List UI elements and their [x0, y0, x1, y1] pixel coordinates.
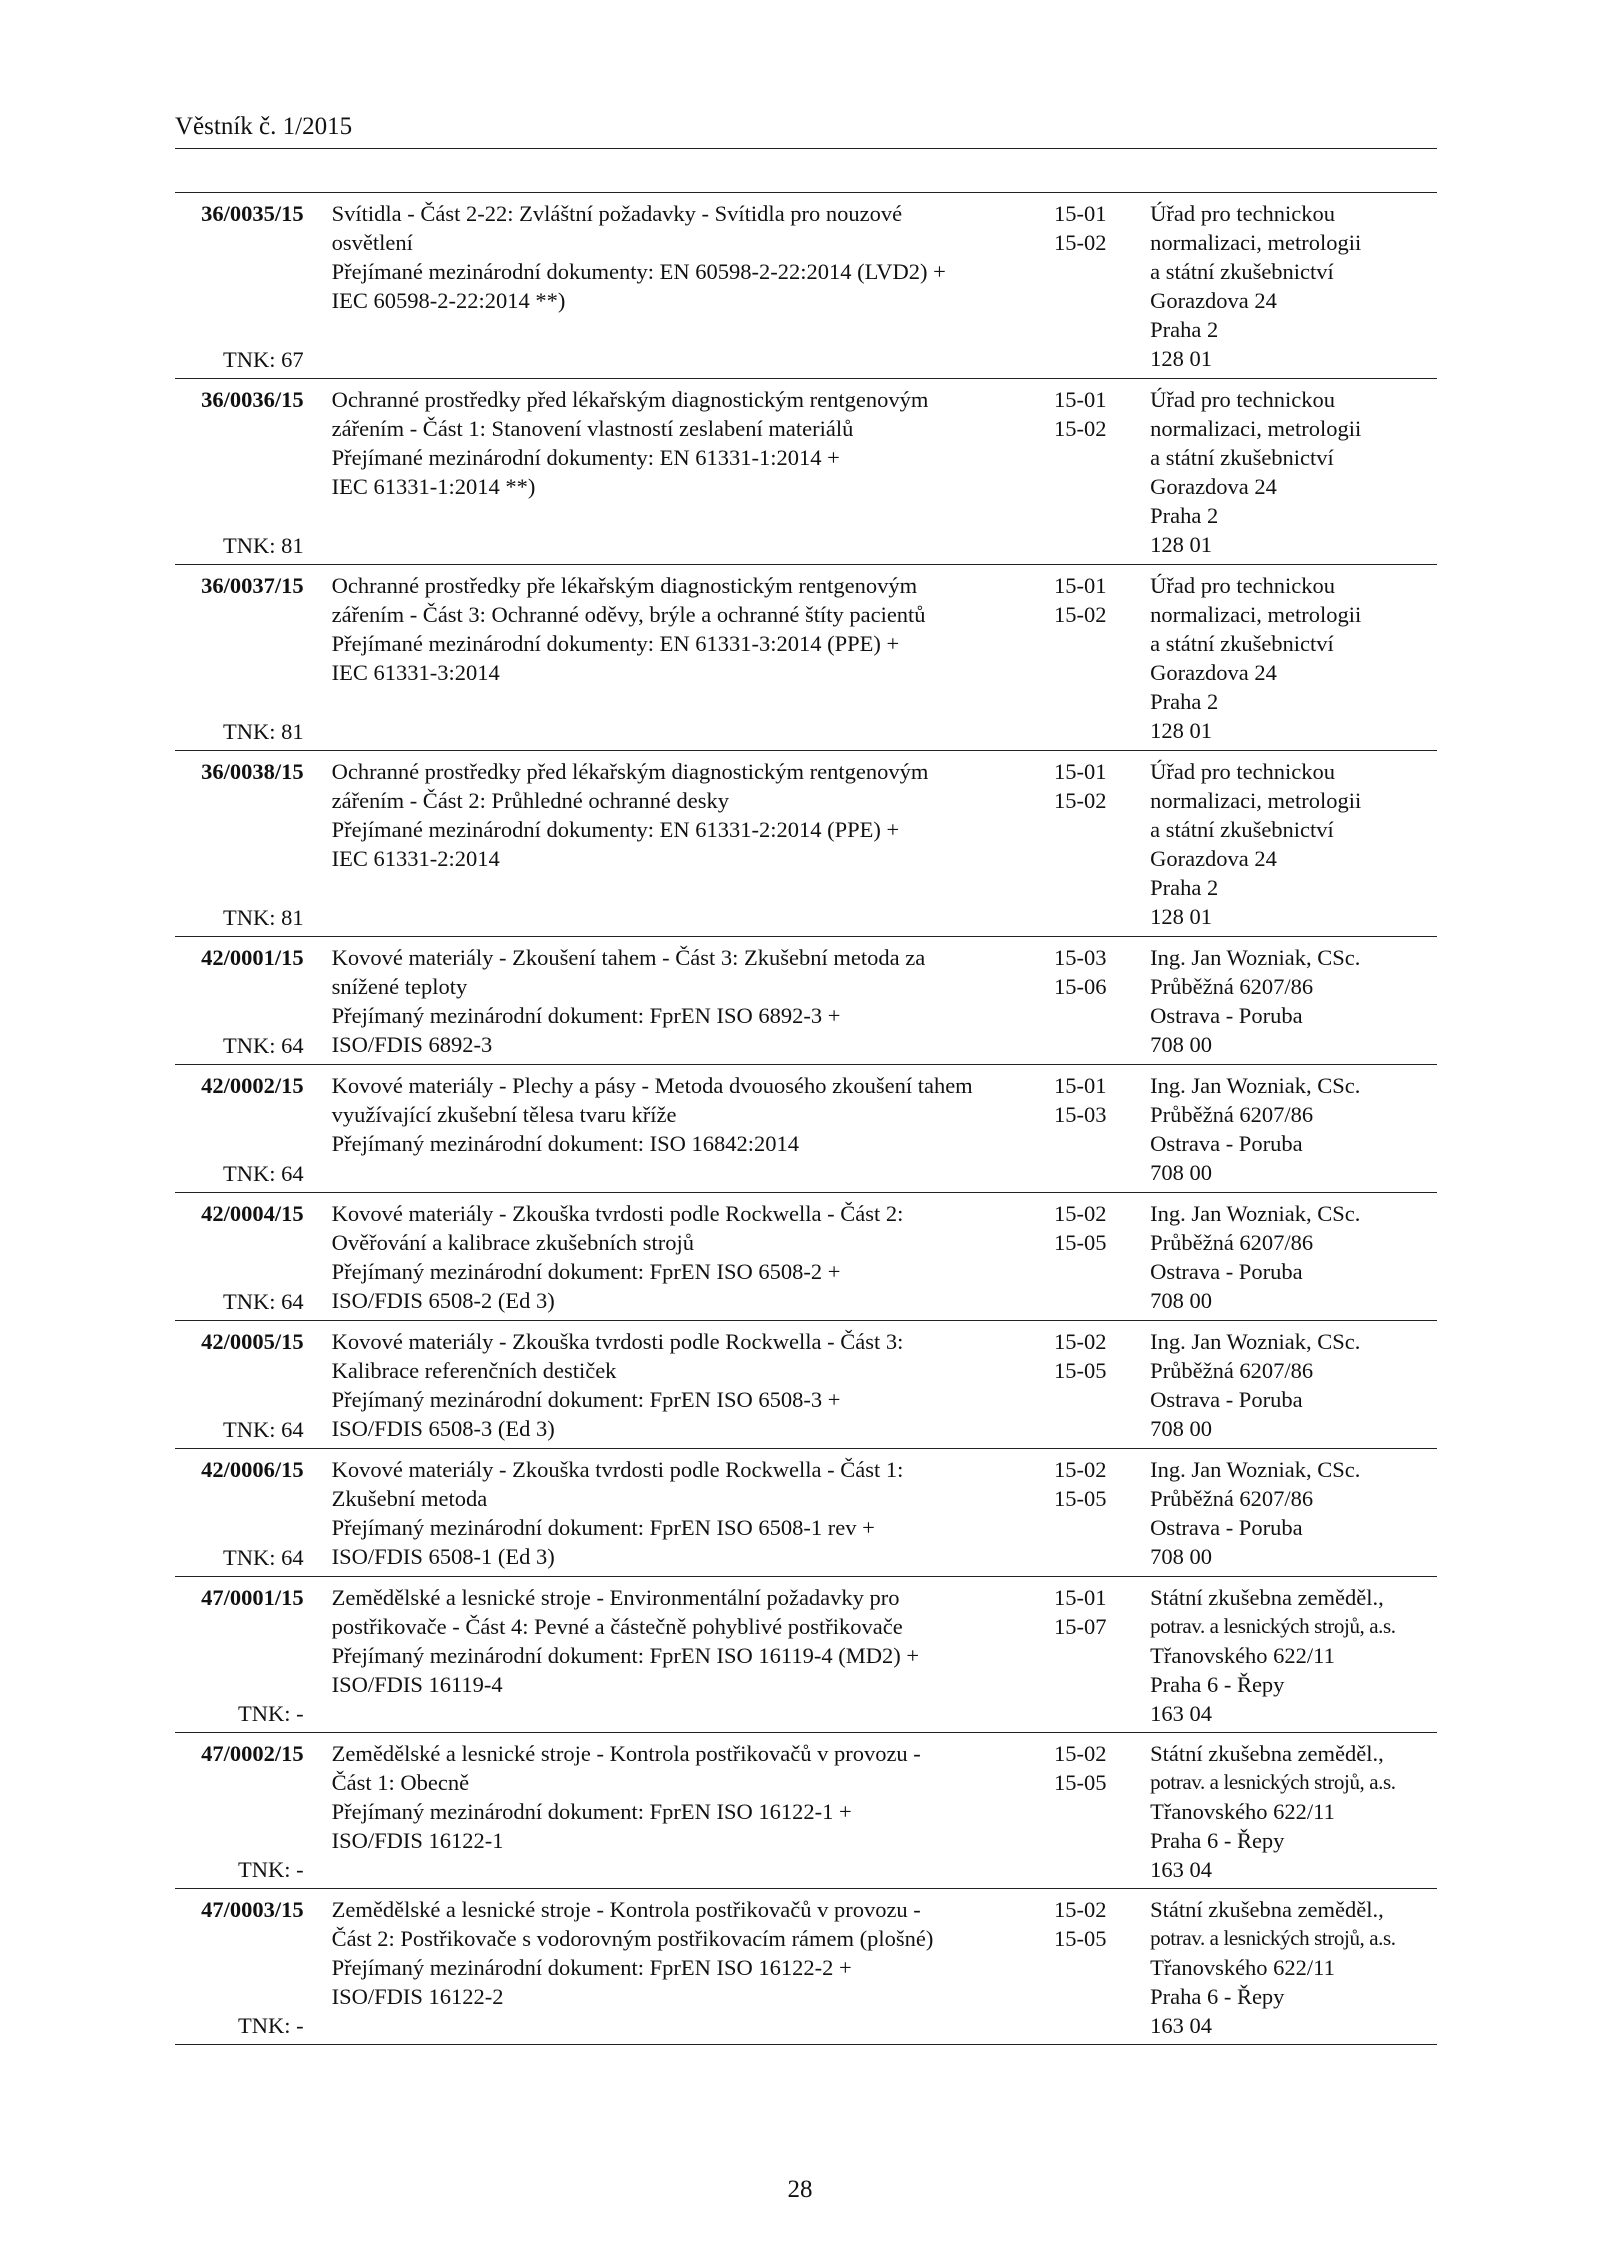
address-line: Praha 2 — [1150, 689, 1219, 714]
processor-address — [1150, 1071, 1437, 1188]
description-line: ISO/FDIS 16122-2 — [331, 1984, 504, 2009]
date-code: 15-02 — [1053, 1329, 1107, 1354]
standard-code: 42/0001/15 — [201, 945, 304, 970]
standard-id-cell — [175, 571, 304, 746]
description-line: Kovové materiály - Zkouška tvrdosti podle Rockwella - Část 2: — [331, 1201, 904, 1226]
date-code: 15-01 — [1053, 1585, 1107, 1610]
standard-id-cell — [175, 1071, 304, 1188]
address-line: potrav. a lesnických strojů, a.s. — [1150, 1770, 1396, 1794]
date-code: 15-03 — [1053, 945, 1107, 970]
date-code: 15-03 — [1053, 1102, 1107, 1127]
description-line: ISO/FDIS 6892-3 — [331, 1032, 493, 1057]
description-line: Ověřování a kalibrace zkušebních strojů — [331, 1230, 694, 1255]
description-line: Kovové materiály - Zkouška tvrdosti podle Rockwella - Část 1: — [331, 1457, 904, 1482]
date-code: 15-02 — [1053, 416, 1107, 441]
address-line: Gorazdova 24 — [1150, 474, 1277, 499]
description-line: ISO/FDIS 6508-3 (Ed 3) — [331, 1416, 555, 1441]
description-line: Zemědělské a lesnické stroje - Kontrola postřikovačů v provozu - — [331, 1897, 921, 1922]
standard-description — [332, 1455, 1039, 1572]
description-line: Přejímaný mezinárodní dokument: FprEN ISO 16119-4 (MD2) + — [331, 1643, 920, 1668]
processor-address — [1150, 757, 1437, 932]
tnk-label: TNK: 64 — [222, 1033, 304, 1058]
description-line: IEC 60598-2-22:2014 **) — [331, 288, 566, 313]
processor-address — [1150, 943, 1437, 1060]
address-line: Státní zkušebna zeměděl., — [1150, 1585, 1384, 1610]
standard-code: 42/0002/15 — [201, 1073, 304, 1098]
standard-description — [332, 1895, 1039, 2040]
standard-description — [332, 199, 1039, 374]
address-line: 163 04 — [1150, 1857, 1212, 1882]
address-line: Průběžná 6207/86 — [1150, 1230, 1314, 1255]
description-line: Přejímané mezinárodní dokumenty: EN 61331-3:2014 (PPE) + — [331, 631, 900, 656]
description-line: Zkušební metoda — [331, 1486, 488, 1511]
standard-id-cell — [175, 1895, 304, 2040]
tnk-label: TNK: 67 — [222, 347, 304, 372]
date-codes — [1054, 571, 1133, 746]
description-line: Přejímané mezinárodní dokumenty: EN 60598-2-22:2014 (LVD2) + — [331, 259, 946, 284]
address-line: Ing. Jan Wozniak, CSc. — [1150, 1457, 1361, 1482]
address-line: Třanovského 622/11 — [1150, 1955, 1335, 1980]
date-code: 15-01 — [1053, 759, 1107, 784]
address-line: Státní zkušebna zeměděl., — [1150, 1741, 1384, 1766]
address-line: Úřad pro technickou — [1150, 573, 1336, 598]
standard-description — [332, 571, 1039, 746]
standard-id-cell — [175, 1199, 304, 1316]
address-line: Třanovského 622/11 — [1150, 1799, 1335, 1824]
processor-address — [1150, 1199, 1437, 1316]
description-line: Ochranné prostředky před lékařským diagnostickým rentgenovým — [331, 387, 929, 412]
date-code: 15-05 — [1053, 1926, 1107, 1951]
date-code: 15-05 — [1053, 1358, 1107, 1383]
address-line: Praha 2 — [1150, 503, 1219, 528]
address-line: 708 00 — [1150, 1288, 1212, 1313]
standard-code: 42/0006/15 — [201, 1457, 304, 1482]
address-line: Úřad pro technickou — [1150, 387, 1336, 412]
standard-id-cell — [175, 1455, 304, 1572]
address-line: Úřad pro technickou — [1150, 759, 1336, 784]
address-line: Ostrava - Poruba — [1150, 1003, 1303, 1028]
table-row — [175, 379, 1437, 565]
tnk-label: TNK: - — [237, 2013, 304, 2038]
address-line: Průběžná 6207/86 — [1150, 1486, 1314, 1511]
date-code: 15-05 — [1053, 1486, 1107, 1511]
address-line: 163 04 — [1150, 2013, 1212, 2038]
address-line: Ostrava - Poruba — [1150, 1259, 1303, 1284]
description-line: Přejímaný mezinárodní dokument: FprEN ISO 16122-1 + — [331, 1799, 852, 1824]
description-line: Přejímané mezinárodní dokumenty: EN 61331-1:2014 + — [331, 445, 840, 470]
description-line: Přejímaný mezinárodní dokument: FprEN ISO 6508-3 + — [331, 1387, 841, 1412]
description-line: Přejímaný mezinárodní dokument: FprEN ISO 6508-2 + — [331, 1259, 841, 1284]
tnk-label: TNK: - — [237, 1857, 304, 1882]
standard-description — [332, 1327, 1039, 1444]
date-code: 15-01 — [1053, 201, 1107, 226]
standard-description — [332, 385, 1039, 560]
table-row — [175, 565, 1437, 751]
standard-code: 36/0038/15 — [201, 759, 304, 784]
description-line: zářením - Část 2: Průhledné ochranné desky — [331, 788, 729, 813]
address-line: Praha 6 - Řepy — [1150, 1672, 1285, 1697]
address-line: Praha 2 — [1150, 317, 1219, 342]
standard-code: 36/0036/15 — [201, 387, 304, 412]
date-code: 15-06 — [1053, 974, 1107, 999]
description-line: Přejímaný mezinárodní dokument: ISO 16842:2014 — [331, 1131, 800, 1156]
standard-code: 42/0004/15 — [201, 1201, 304, 1226]
description-line: zářením - Část 1: Stanovení vlastností zeslabení materiálů — [331, 416, 854, 441]
date-codes — [1054, 1455, 1133, 1572]
description-line: zářením - Část 3: Ochranné oděvy, brýle a ochranné štíty pacientů — [331, 602, 926, 627]
date-code: 15-07 — [1053, 1614, 1107, 1639]
address-line: potrav. a lesnických strojů, a.s. — [1150, 1926, 1396, 1950]
description-line: Část 1: Obecně — [331, 1770, 470, 1795]
standard-code: 36/0035/15 — [201, 201, 304, 226]
date-code: 15-01 — [1053, 573, 1107, 598]
address-line: Gorazdova 24 — [1150, 846, 1277, 871]
address-line: 708 00 — [1150, 1160, 1212, 1185]
description-line: Přejímané mezinárodní dokumenty: EN 61331-2:2014 (PPE) + — [331, 817, 900, 842]
date-codes — [1054, 1071, 1133, 1188]
date-codes — [1054, 1739, 1133, 1884]
standard-description — [332, 1739, 1039, 1884]
date-code: 15-02 — [1053, 602, 1107, 627]
standard-id-cell — [175, 1739, 304, 1884]
date-code: 15-02 — [1053, 1897, 1107, 1922]
date-codes — [1054, 757, 1133, 932]
processor-address — [1150, 385, 1437, 560]
address-line: Ing. Jan Wozniak, CSc. — [1150, 1073, 1361, 1098]
description-line: využívající zkušební tělesa tvaru kříže — [331, 1102, 677, 1127]
address-line: potrav. a lesnických strojů, a.s. — [1150, 1614, 1396, 1638]
description-line: Zemědělské a lesnické stroje - Environmentální požadavky pro — [331, 1585, 900, 1610]
tnk-label: TNK: 64 — [222, 1289, 304, 1314]
description-line: ISO/FDIS 16119-4 — [331, 1672, 503, 1697]
tnk-label: TNK: 64 — [222, 1545, 304, 1570]
address-line: Praha 6 - Řepy — [1150, 1984, 1285, 2009]
standard-id-cell — [175, 1327, 304, 1444]
date-codes — [1054, 1199, 1133, 1316]
description-line: osvětlení — [331, 230, 413, 255]
address-line: 708 00 — [1150, 1544, 1212, 1569]
standards-table — [175, 192, 1437, 2045]
address-line: Ostrava - Poruba — [1150, 1131, 1303, 1156]
description-line: Přejímaný mezinárodní dokument: FprEN ISO 6508-1 rev + — [331, 1515, 875, 1540]
date-codes — [1054, 1327, 1133, 1444]
processor-address — [1150, 1455, 1437, 1572]
table-row — [175, 1193, 1437, 1321]
description-line: snížené teploty — [331, 974, 468, 999]
processor-address — [1150, 1327, 1437, 1444]
processor-address — [1150, 199, 1437, 374]
date-code: 15-02 — [1053, 230, 1107, 255]
standard-id-cell — [175, 943, 304, 1060]
address-line: a státní zkušebnictví — [1150, 817, 1334, 842]
address-line: a státní zkušebnictví — [1150, 631, 1334, 656]
tnk-label: TNK: 81 — [222, 533, 304, 558]
standard-code: 36/0037/15 — [201, 573, 304, 598]
description-line: ISO/FDIS 16122-1 — [331, 1828, 504, 1853]
standard-description — [332, 1199, 1039, 1316]
date-codes — [1054, 385, 1133, 560]
description-line: Kalibrace referenčních destiček — [331, 1358, 617, 1383]
table-row — [175, 1889, 1437, 2045]
standard-id-cell — [175, 757, 304, 932]
address-line: Ing. Jan Wozniak, CSc. — [1150, 1329, 1361, 1354]
date-code: 15-01 — [1053, 1073, 1107, 1098]
table-row — [175, 1577, 1437, 1733]
standard-code: 42/0005/15 — [201, 1329, 304, 1354]
standard-code: 47/0002/15 — [201, 1741, 304, 1766]
address-line: Praha 6 - Řepy — [1150, 1828, 1285, 1853]
date-code: 15-05 — [1053, 1230, 1107, 1255]
address-line: Ostrava - Poruba — [1150, 1387, 1303, 1412]
page-number: 28 — [787, 2176, 813, 2203]
tnk-label: TNK: 81 — [222, 905, 304, 930]
description-line: Kovové materiály - Plechy a pásy - Metoda dvouosého zkoušení tahem — [331, 1073, 973, 1098]
date-code: 15-05 — [1053, 1770, 1107, 1795]
description-line: postřikovače - Část 4: Pevné a částečně pohyblivé postřikovače — [331, 1614, 903, 1639]
address-line: Třanovského 622/11 — [1150, 1643, 1335, 1668]
tnk-label: TNK: - — [237, 1701, 304, 1726]
standard-code: 47/0001/15 — [201, 1585, 304, 1610]
description-line: Zemědělské a lesnické stroje - Kontrola postřikovačů v provozu - — [331, 1741, 921, 1766]
description-line: IEC 61331-1:2014 **) — [331, 474, 536, 499]
address-line: Gorazdova 24 — [1150, 288, 1277, 313]
date-code: 15-02 — [1053, 788, 1107, 813]
address-line: Průběžná 6207/86 — [1150, 974, 1314, 999]
description-line: Kovové materiály - Zkouška tvrdosti podle Rockwella - Část 3: — [331, 1329, 904, 1354]
description-line: ISO/FDIS 6508-1 (Ed 3) — [331, 1544, 555, 1569]
description-line: ISO/FDIS 6508-2 (Ed 3) — [331, 1288, 555, 1313]
table-row — [175, 751, 1437, 937]
processor-address — [1150, 1583, 1437, 1728]
address-line: 708 00 — [1150, 1416, 1212, 1441]
address-line: normalizaci, metrologii — [1150, 230, 1362, 255]
processor-address — [1150, 1895, 1437, 2040]
description-line: IEC 61331-2:2014 — [331, 846, 500, 871]
date-codes — [1054, 1583, 1133, 1728]
date-code: 15-02 — [1053, 1741, 1107, 1766]
date-code: 15-01 — [1053, 387, 1107, 412]
standard-description — [332, 1071, 1039, 1188]
address-line: 708 00 — [1150, 1032, 1212, 1057]
standard-code: 47/0003/15 — [201, 1897, 304, 1922]
table-row — [175, 1733, 1437, 1889]
date-codes — [1054, 1895, 1133, 2040]
description-line: Svítidla - Část 2-22: Zvláštní požadavky - Svítidla pro nouzové — [331, 201, 903, 226]
processor-address — [1150, 1739, 1437, 1884]
table-row — [175, 193, 1437, 379]
date-code: 15-02 — [1053, 1201, 1107, 1226]
address-line: 128 01 — [1150, 532, 1212, 557]
processor-address — [1150, 571, 1437, 746]
date-codes — [1054, 199, 1133, 374]
standard-id-cell — [175, 1583, 304, 1728]
journal-title: Věstník č. 1/2015 — [175, 113, 353, 140]
standard-description — [332, 757, 1039, 932]
page-header — [175, 112, 1437, 149]
description-line: Ochranné prostředky před lékařským diagnostickým rentgenovým — [331, 759, 929, 784]
table-row — [175, 1321, 1437, 1449]
address-line: Úřad pro technickou — [1150, 201, 1336, 226]
table-row — [175, 1065, 1437, 1193]
address-line: normalizaci, metrologii — [1150, 416, 1362, 441]
address-line: Praha 2 — [1150, 875, 1219, 900]
address-line: 128 01 — [1150, 346, 1212, 371]
address-line: Průběžná 6207/86 — [1150, 1358, 1314, 1383]
tnk-label: TNK: 81 — [222, 719, 304, 744]
address-line: Ing. Jan Wozniak, CSc. — [1150, 1201, 1361, 1226]
address-line: a státní zkušebnictví — [1150, 259, 1334, 284]
standard-description — [332, 943, 1039, 1060]
address-line: 128 01 — [1150, 904, 1212, 929]
description-line: Kovové materiály - Zkoušení tahem - Část 3: Zkušební metoda za — [331, 945, 926, 970]
date-codes — [1054, 943, 1133, 1060]
description-line: Část 2: Postřikovače s vodorovným postřikovacím rámem (plošné) — [331, 1926, 934, 1951]
header-divider — [175, 148, 1437, 149]
description-line: Přejímaný mezinárodní dokument: FprEN ISO 16122-2 + — [331, 1955, 852, 1980]
address-line: normalizaci, metrologii — [1150, 602, 1362, 627]
description-line: Ochranné prostředky pře lékařským diagnostickým rentgenovým — [331, 573, 918, 598]
address-line: Gorazdova 24 — [1150, 660, 1277, 685]
tnk-label: TNK: 64 — [222, 1161, 304, 1186]
address-line: 128 01 — [1150, 718, 1212, 743]
address-line: 163 04 — [1150, 1701, 1212, 1726]
address-line: Státní zkušebna zeměděl., — [1150, 1897, 1384, 1922]
address-line: a státní zkušebnictví — [1150, 445, 1334, 470]
tnk-label: TNK: 64 — [222, 1417, 304, 1442]
address-line: Průběžná 6207/86 — [1150, 1102, 1314, 1127]
table-row — [175, 1449, 1437, 1577]
address-line: Ostrava - Poruba — [1150, 1515, 1303, 1540]
address-line: normalizaci, metrologii — [1150, 788, 1362, 813]
description-line: IEC 61331-3:2014 — [331, 660, 500, 685]
description-line: Přejímaný mezinárodní dokument: FprEN ISO 6892-3 + — [331, 1003, 841, 1028]
table-row — [175, 937, 1437, 1065]
standard-description — [332, 1583, 1039, 1728]
address-line: Ing. Jan Wozniak, CSc. — [1150, 945, 1361, 970]
standard-id-cell — [175, 199, 304, 374]
standard-id-cell — [175, 385, 304, 560]
date-code: 15-02 — [1053, 1457, 1107, 1482]
